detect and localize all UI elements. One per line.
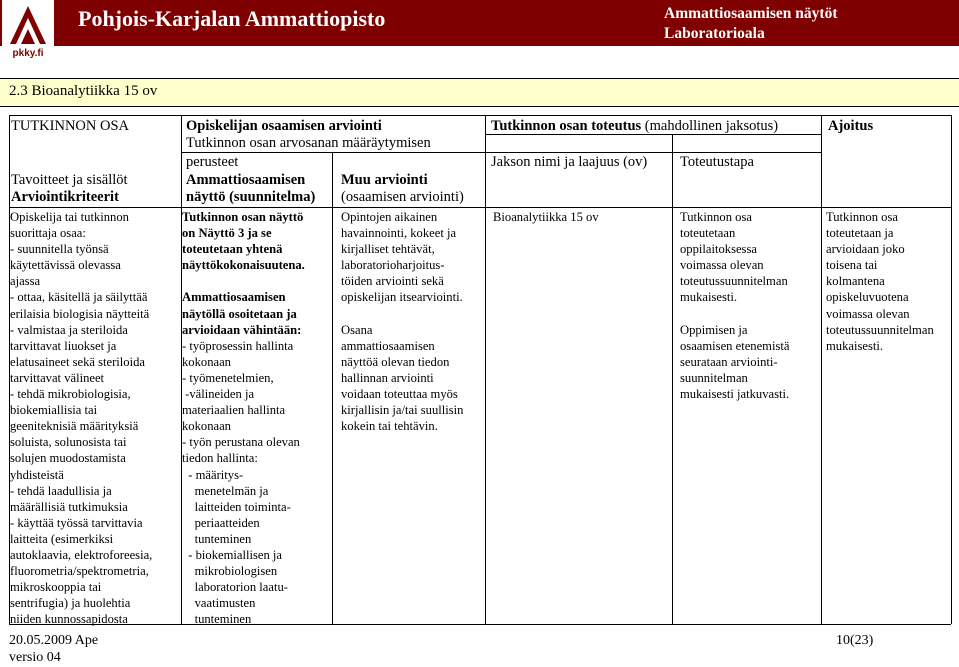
text-line: menetelmän ja bbox=[182, 483, 269, 498]
text-line: arvioidaan vähintään: bbox=[182, 322, 302, 337]
text-line: laitteiden toiminta- bbox=[182, 499, 291, 514]
text-line: - työn perustana olevan bbox=[182, 435, 300, 450]
text-line: laboratorioharjoitus- bbox=[341, 258, 445, 273]
text-line: oppilaitoksessa bbox=[680, 242, 757, 257]
logo bbox=[2, 0, 54, 60]
col5-body bbox=[680, 209, 789, 402]
col-other-assessment-header-1: Muu arviointi bbox=[341, 172, 428, 188]
text-line: tarvittavat välineet bbox=[10, 370, 105, 385]
text-line: Opiskelija tai tutkinnon bbox=[10, 210, 129, 224]
logo-text: pkky.fi bbox=[12, 48, 44, 59]
section-title: 2.3 Bioanalytiikka 15 ov bbox=[9, 83, 158, 99]
text-line: mikroskooppia tai bbox=[10, 580, 102, 595]
text-line: - määritys- bbox=[182, 467, 244, 482]
text-line: Tutkinnon osan näyttö bbox=[182, 210, 304, 224]
text-line: kirjalliset tehtävät, bbox=[341, 242, 435, 257]
header-department: Laboratorioala bbox=[664, 25, 765, 42]
text-line: - käyttää työssä tarvittavia bbox=[10, 515, 143, 530]
col-grade-basis-line1: Tutkinnon osan arvosanan määräytymisen bbox=[186, 135, 431, 151]
text-line bbox=[680, 306, 789, 322]
header-bar bbox=[0, 0, 959, 59]
text-line: - työprosessin hallinta bbox=[182, 338, 294, 353]
text-line: on Näyttö 3 ja se bbox=[182, 226, 272, 241]
text-line: kokonaan bbox=[182, 354, 231, 369]
text-line: toteutussuunnitelman bbox=[826, 322, 934, 337]
text-line: fluorometria/spektrometria, bbox=[10, 564, 149, 579]
col-tutkinnon-osa-header: TUTKINNON OSA bbox=[11, 118, 130, 134]
text-line: Osana bbox=[341, 322, 373, 337]
text-line: mukaisesti jatkuvasti. bbox=[680, 387, 790, 402]
text-line: voimassa olevan bbox=[826, 306, 910, 321]
header-subtitle: Ammattiosaamisen näytöt bbox=[664, 5, 838, 22]
text-line: töiden arviointi sekä bbox=[341, 274, 444, 289]
text-line: - tehdä mikrobiologisia, bbox=[10, 387, 131, 402]
text-line: biokemiallisia tai bbox=[10, 403, 98, 418]
text-line: näytöllä osoitetaan ja bbox=[182, 306, 297, 321]
text-line bbox=[182, 273, 305, 289]
text-line bbox=[341, 306, 463, 322]
text-line: Opintojen aikainen bbox=[341, 210, 438, 224]
col-implementation-header: Tutkinnon osan toteutus (mahdollinen jaksotus) bbox=[491, 118, 779, 134]
text-line: arvioidaan joko bbox=[826, 242, 905, 257]
text-line: yhdisteistä bbox=[10, 467, 64, 482]
text-line: toteutetaan ja bbox=[826, 226, 894, 241]
text-line: tunteminen bbox=[182, 612, 252, 627]
text-line: laboratorion laatu- bbox=[182, 580, 288, 595]
text-line: tiedon hallinta: bbox=[182, 451, 258, 466]
text-line: -välineiden ja bbox=[182, 387, 255, 402]
col-grade-basis-line2: perusteet bbox=[186, 154, 239, 170]
text-line: sentrifugia) ja huolehtia bbox=[10, 596, 131, 611]
footer-page-number: 10(23) bbox=[836, 633, 874, 648]
text-line: - tehdä laadullisia ja bbox=[10, 483, 112, 498]
text-line: toisena tai bbox=[826, 258, 878, 273]
text-line: geeniteknisiä määrityksiä bbox=[10, 419, 139, 434]
col-criteria-header: Arviointikriteerit bbox=[11, 189, 119, 205]
col-assessment-header: Opiskelijan osaamisen arviointi bbox=[186, 118, 382, 134]
text-line: - valmistaa ja steriloida bbox=[10, 322, 128, 337]
footer-version: versio 04 bbox=[9, 650, 61, 665]
text-line: näyttöä olevan tiedon bbox=[341, 354, 450, 369]
text-line: kolmantena bbox=[826, 274, 885, 289]
logo-icon bbox=[2, 0, 54, 60]
text-line: Bioanalytiikka 15 ov bbox=[493, 210, 599, 224]
text-line: materiaalien hallinta bbox=[182, 403, 286, 418]
text-line: - ottaa, käsitellä ja säilyttää bbox=[10, 290, 148, 305]
text-line: toteutetaan bbox=[680, 226, 736, 241]
text-line: mukaisesti. bbox=[680, 290, 738, 305]
text-line: Tutkinnon osa bbox=[680, 210, 752, 224]
text-line: mukaisesti. bbox=[826, 338, 884, 353]
text-line: käytettävissä olevassa bbox=[10, 258, 121, 273]
text-line: mikrobiologisen bbox=[182, 564, 278, 579]
col-goals-header: Tavoitteet ja sisällöt bbox=[11, 172, 128, 188]
section-banner bbox=[0, 78, 959, 107]
text-line: soluista, solunosista tai bbox=[10, 435, 127, 450]
col-timing-header: Ajoitus bbox=[828, 118, 874, 134]
col-demonstration-header-2: näyttö (suunnitelma) bbox=[186, 189, 316, 205]
col-method-header: Toteutustapa bbox=[680, 154, 754, 170]
text-line: suorittaja osaa: bbox=[10, 226, 86, 241]
text-line: vaatimusten bbox=[182, 596, 256, 611]
text-line: autoklaavia, elektroforeesia, bbox=[10, 547, 153, 562]
text-line: seurataan arviointi- bbox=[680, 354, 778, 369]
header-right bbox=[664, 4, 838, 44]
text-line: voidaan toteuttaa myös bbox=[341, 387, 458, 402]
col1-body bbox=[10, 209, 152, 627]
text-line: toteutetaan yhtenä bbox=[182, 242, 283, 257]
text-line: toteutussuunnitelman bbox=[680, 274, 788, 289]
organization-name: Pohjois-Karjalan Ammattiopisto bbox=[78, 6, 386, 31]
col6-body bbox=[826, 209, 934, 354]
text-line: suunnitelman bbox=[680, 370, 748, 385]
text-line: tarvittavat liuokset ja bbox=[10, 338, 117, 353]
text-line: voimassa olevan bbox=[680, 258, 764, 273]
text-line: Tutkinnon osa bbox=[826, 210, 898, 224]
text-line: havainnointi, kokeet ja bbox=[341, 226, 457, 241]
col-period-header: Jakson nimi ja laajuus (ov) bbox=[491, 154, 648, 170]
col-other-assessment-header-2: (osaamisen arviointi) bbox=[341, 189, 464, 205]
text-line: näyttökokonaisuutena. bbox=[182, 258, 305, 273]
text-line: - biokemiallisen ja bbox=[182, 547, 283, 562]
col-demonstration-header-1: Ammattiosaamisen bbox=[186, 172, 306, 188]
text-line: erilaisia biologisia näytteitä bbox=[10, 306, 150, 321]
text-line: periaatteiden bbox=[182, 515, 260, 530]
text-line: Ammattiosaamisen bbox=[182, 290, 286, 305]
col2-body bbox=[182, 209, 305, 627]
text-line: - suunnitella työnsä bbox=[10, 242, 109, 257]
footer-date: 20.05.2009 Ape bbox=[9, 633, 99, 648]
text-line: elatusaineet sekä steriloida bbox=[10, 354, 145, 369]
text-line: ajassa bbox=[10, 274, 41, 289]
text-line: määrällisiä tutkimuksia bbox=[10, 499, 128, 514]
col3-body bbox=[341, 209, 463, 434]
text-line: - työmenetelmien, bbox=[182, 370, 274, 385]
col4-body bbox=[493, 209, 599, 225]
text-line: kokein tai tehtävin. bbox=[341, 419, 438, 434]
text-line: niiden kunnossapidosta bbox=[10, 612, 128, 627]
text-line: osaamisen etenemistä bbox=[680, 338, 790, 353]
text-line: kirjallisin ja/tai suullisin bbox=[341, 403, 464, 418]
text-line: opiskelijan itsearviointi. bbox=[341, 290, 463, 305]
text-line: hallinnan arviointi bbox=[341, 370, 434, 385]
text-line: kokonaan bbox=[182, 419, 231, 434]
text-line: laitteita (esimerkiksi bbox=[10, 531, 114, 546]
text-line: Oppimisen ja bbox=[680, 322, 748, 337]
text-line: opiskeluvuotena bbox=[826, 290, 909, 305]
text-line: ammattiosaamisen bbox=[341, 338, 435, 353]
text-line: solujen muodostamista bbox=[10, 451, 126, 466]
text-line: tunteminen bbox=[182, 531, 252, 546]
